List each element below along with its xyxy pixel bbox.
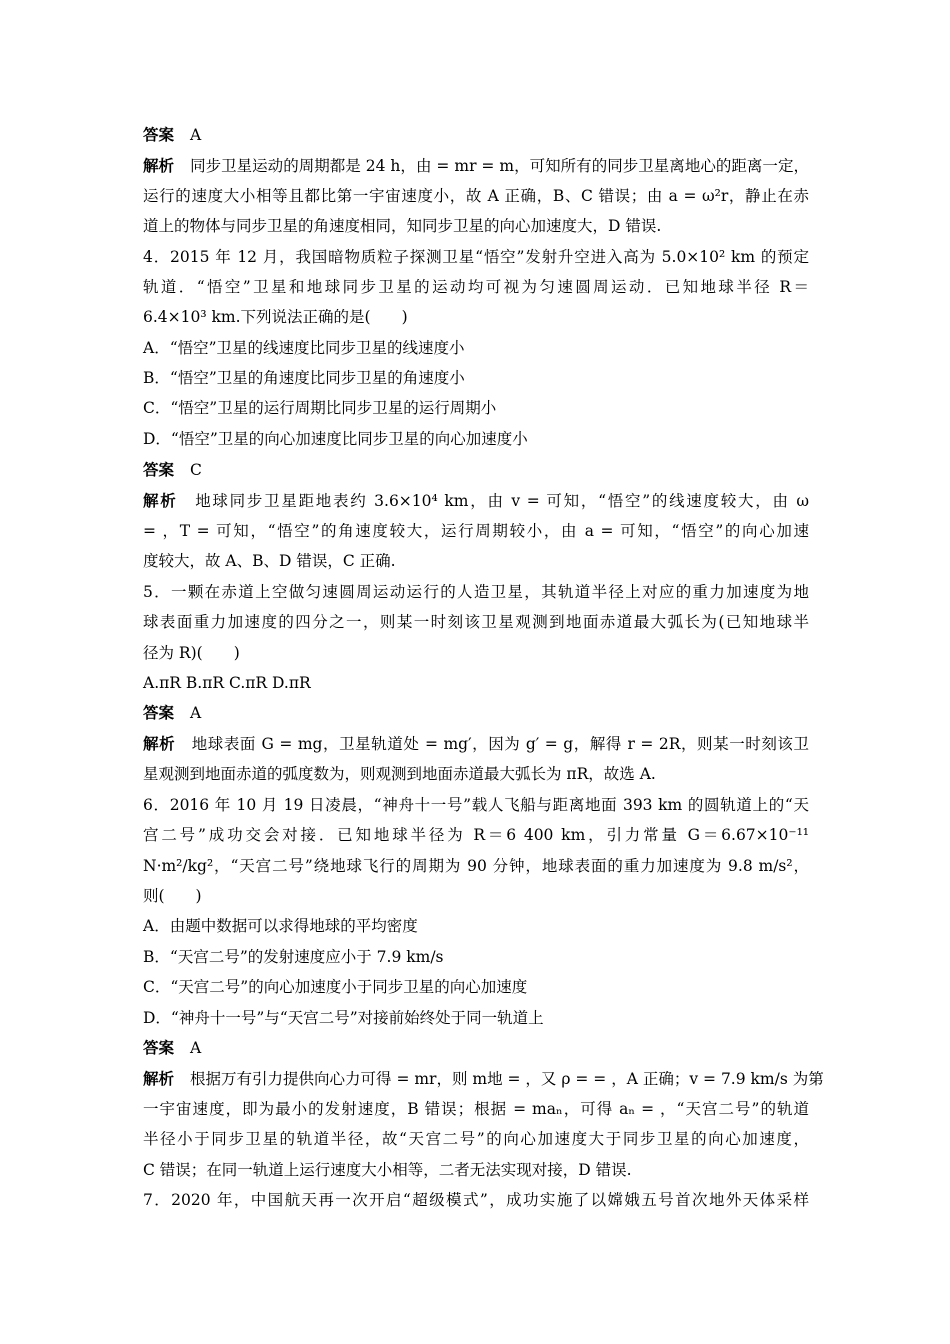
question-line: N·m²/kg²，“天宫二号”绕地球飞行的周期为 90 分钟，地球表面的重力加速度为 9.8 m/s²， xyxy=(143,857,809,875)
option-line: D．“悟空”卫星的向心加速度比同步卫星的向心加速度小 xyxy=(143,430,528,448)
text-line: 星观测到地面赤道的弧度数为，则观测到地面赤道最大弧长为 πR，故选 A. xyxy=(143,765,656,783)
analysis-line: 解析 根据万有引力提供向心力可得 = mr，则 m地 = ，又 ρ = = ，A 正确；v = 7.9 km/s 为第 xyxy=(143,1070,824,1088)
question-line: 5．一颗在赤道上空做匀速圆周运动运行的人造卫星，其轨道半径上对应的重力加速度为地 xyxy=(143,583,809,601)
answer-line: 答案 C xyxy=(143,461,202,479)
question-line: 径为 R)( ) xyxy=(143,644,240,662)
analysis-line: 解析 地球表面 G = mg，卫星轨道处 = mg′，因为 g′ = g，解得 r = 2R，则某一时刻该卫 xyxy=(143,735,809,753)
option-line: C．“悟空”卫星的运行周期比同步卫星的运行周期小 xyxy=(143,399,497,417)
question-line: 6．2016 年 10 月 19 日凌晨，“神舟十一号”载人飞船与距离地面 393 km 的圆轨道上的“天 xyxy=(143,796,809,814)
question-line: 轨道．“悟空”卫星和地球同步卫星的运动均可视为匀速圆周运动．已知地球半径 R＝ xyxy=(143,278,809,296)
text-line: C 错误；在同一轨道上运行速度大小相等，二者无法实现对接，D 错误. xyxy=(143,1161,632,1179)
option-line: C．“天宫二号”的向心加速度小于同步卫星的向心加速度 xyxy=(143,978,528,996)
answer-line: 答案 A xyxy=(143,1039,202,1057)
text-line: 一宇宙速度，即为最小的发射速度，B 错误；根据 = maₙ，可得 aₙ = ，“天宫二号”的轨道 xyxy=(143,1100,809,1118)
option-line: B．“悟空”卫星的角速度比同步卫星的角速度小 xyxy=(143,369,465,387)
option-line: A．“悟空”卫星的线速度比同步卫星的线速度小 xyxy=(143,339,465,357)
option-line: D．“神舟十一号”与“天宫二号”对接前始终处于同一轨道上 xyxy=(143,1009,544,1027)
text-line: = ，T = 可知，“悟空”的角速度较大，运行周期较小，由 a = 可知，“悟空”的向心加速 xyxy=(143,522,809,540)
option-line: A.πR B.πR C.πR D.πR xyxy=(143,674,311,692)
question-line: 宫二号”成功交会对接．已知地球半径为 R＝6 400 km，引力常量 G＝6.67×10⁻¹¹ xyxy=(143,826,809,844)
question-line: 球表面重力加速度的四分之一，则某一时刻该卫星观测到地面赤道最大弧长为(已知地球半 xyxy=(143,613,809,631)
question-line: 6.4×10³ km.下列说法正确的是( ) xyxy=(143,308,408,326)
text-line: 度较大，故 A、B、D 错误，C 正确. xyxy=(143,552,396,570)
answer-line: 答案 A xyxy=(143,126,202,144)
question-line: 7．2020 年，中国航天再一次开启“超级模式”，成功实施了以嫦娥五号首次地外天体采样 xyxy=(143,1191,809,1209)
option-line: B．“天宫二号”的发射速度应小于 7.9 km/s xyxy=(143,948,444,966)
text-line: 半径小于同步卫星的轨道半径，故“天宫二号”的向心加速度大于同步卫星的向心加速度， xyxy=(143,1130,809,1148)
option-line: A．由题中数据可以求得地球的平均密度 xyxy=(143,917,418,935)
question-line: 则( ) xyxy=(143,887,202,905)
analysis-line: 解析 地球同步卫星距地表约 3.6×10⁴ km，由 v = 可知，“悟空”的线速度较大，由 ω xyxy=(143,492,809,510)
text-line: 运行的速度大小相等且都比第一宇宙速度小，故 A 正确，B、C 错误；由 a = ω²r，静止在赤 xyxy=(143,187,809,205)
question-line: 4．2015 年 12 月，我国暗物质粒子探测卫星“悟空”发射升空进入高为 5.0×10² km 的预定 xyxy=(143,248,809,266)
analysis-line: 解析 同步卫星运动的周期都是 24 h，由 = mr = m，可知所有的同步卫星离地心的距离一定， xyxy=(143,157,809,175)
answer-line: 答案 A xyxy=(143,704,202,722)
text-line: 道上的物体与同步卫星的角速度相同，知同步卫星的向心加速度大，D 错误. xyxy=(143,217,662,235)
